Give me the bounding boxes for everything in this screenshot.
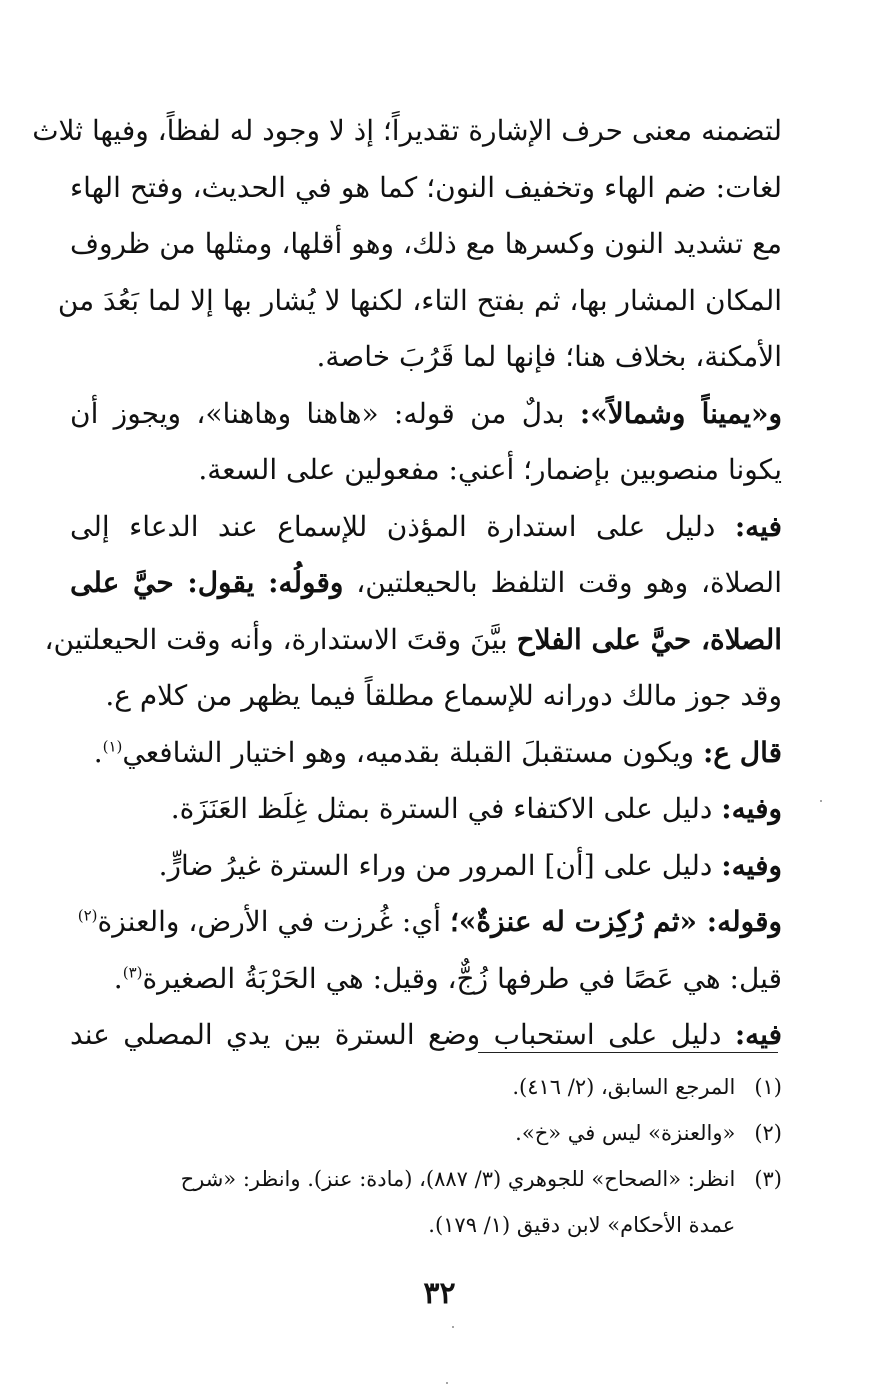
- body-line-text: .: [93, 735, 103, 769]
- body-line-text: لغات: ضم الهاء وتخفيف النون؛ كما هو في الحديث، وفتح الهاء: [70, 170, 782, 204]
- scan-speck: [452, 1326, 454, 1328]
- body-line-text: وقد جوز مالك دورانه للإسماع مطلقاً فيما يظهر من كلام ع.: [105, 679, 782, 712]
- body-line-11: [70, 668, 782, 725]
- body-line-text: دليل على [أن] المرور من وراء السترة غيرُ ضارٍّ.: [158, 848, 722, 882]
- footnote-1: [70, 1064, 782, 1110]
- footnote-2: [70, 1110, 782, 1156]
- footnote-number: (٣): [754, 1167, 782, 1191]
- bold-quote: وقولُه: يقول: حيَّ على: [70, 566, 344, 599]
- footnote-divider: [478, 1052, 778, 1053]
- body-line-4: [57, 273, 782, 330]
- footnote-number: (١): [754, 1075, 782, 1099]
- footnote-number: (٢): [754, 1121, 782, 1145]
- bold-lead: و«يميناً وشمالاً»:: [579, 396, 783, 430]
- body-line-2: [70, 160, 782, 217]
- body-line-text: أي: غُرزت في الأرض، والعنزة: [97, 905, 450, 938]
- scan-speck: [446, 1382, 448, 1384]
- bold-lead: وقوله: «ثم رُكِزت له عنزةٌ»؛: [449, 905, 782, 938]
- page-number: ٣٢: [423, 1276, 456, 1311]
- bold-lead: وفيه:: [721, 848, 782, 882]
- body-line-10: [44, 612, 782, 669]
- footnote-text: انظر: «الصحاح» للجوهري (٣/ ٨٨٧)، (مادة: عنز). وانظر: «شرح: [180, 1167, 736, 1191]
- body-line-5: [70, 329, 782, 386]
- footnote-text: عمدة الأحكام» لابن دقيق (١/ ١٧٩).: [428, 1213, 736, 1237]
- body-line-7: [70, 442, 782, 499]
- body-line-15: [70, 894, 782, 951]
- footnote-marker: (٢): [77, 906, 98, 925]
- body-line-1: [32, 103, 782, 160]
- body-line-14: [70, 838, 782, 895]
- body-line-16: [70, 951, 782, 1008]
- footnotes-block: [70, 1064, 782, 1248]
- footnote-3-continuation: [70, 1202, 782, 1248]
- body-line-text: بدلٌ من قوله: «هاهنا وهاهنا»، ويجوز أن: [70, 396, 580, 430]
- scan-speck: [820, 800, 822, 802]
- body-line-3: [70, 216, 782, 273]
- footnote-text: المرجع السابق، (٢/ ٤١٦).: [512, 1075, 736, 1099]
- body-line-text: بيَّنَ وقتَ الاستدارة، وأنه وقت الحيعلتين،: [44, 622, 517, 656]
- bold-lead: وفيه:: [721, 792, 782, 825]
- footnote-text: «والعنزة» ليس في «خ».: [515, 1121, 736, 1145]
- body-line-9: [70, 555, 782, 612]
- footnote-3: [70, 1156, 782, 1202]
- body-line-text: ويكون مستقبلَ القبلة بقدميه، وهو اختيار الشافعي: [122, 735, 703, 769]
- body-line-text: المكان المشار بها، ثم بفتح التاء، لكنها لا يُشار بها إلا لما بَعُدَ من: [57, 283, 782, 317]
- bold-lead: فيه:: [734, 1018, 782, 1051]
- body-line-text: الأمكنة، بخلاف هنا؛ فإنها لما قَرُبَ خاصة.: [316, 340, 782, 373]
- body-line-text: قيل: هي عَصًا في طرفها زُجٌّ، وقيل: هي الحَرْبَةُ الصغيرة: [142, 961, 782, 995]
- body-line-text: دليل على استحباب وضع السترة بين يدي المصلي عند: [70, 1018, 735, 1051]
- body-line-12: [70, 725, 782, 782]
- body-line-text: يكونا منصوبين بإضمار؛ أعني: مفعولين على السعة.: [198, 453, 782, 486]
- body-line-8: [70, 499, 782, 556]
- body-line-13: [70, 781, 782, 838]
- body-line-text: مع تشديد النون وكسرها مع ذلك، وهو أقلها، ومثلها من ظروف: [70, 227, 782, 260]
- body-line-text: الصلاة، وهو وقت التلفظ بالحيعلتين،: [343, 566, 782, 599]
- body-line-text: دليل على استدارة المؤذن للإسماع عند الدعاء إلى: [70, 509, 735, 543]
- footnote-marker: (١): [102, 737, 123, 756]
- bold-lead: قال ع:: [702, 735, 782, 769]
- body-line-text: لتضمنه معنى حرف الإشارة تقديراً؛ إذ لا وجود له لفظاً، وفيها ثلاث: [32, 114, 782, 147]
- body-line-17: [70, 1007, 782, 1064]
- body-line-6: [70, 386, 782, 443]
- body-line-text: .: [113, 961, 123, 995]
- bold-quote: الصلاة، حيَّ على الفلاح: [516, 622, 782, 656]
- footnote-marker: (٣): [122, 963, 143, 982]
- bold-lead: فيه:: [734, 509, 782, 543]
- main-text-block: [32, 103, 783, 1064]
- body-line-text: دليل على الاكتفاء في السترة بمثل غِلَظ العَنَزَة.: [170, 792, 722, 825]
